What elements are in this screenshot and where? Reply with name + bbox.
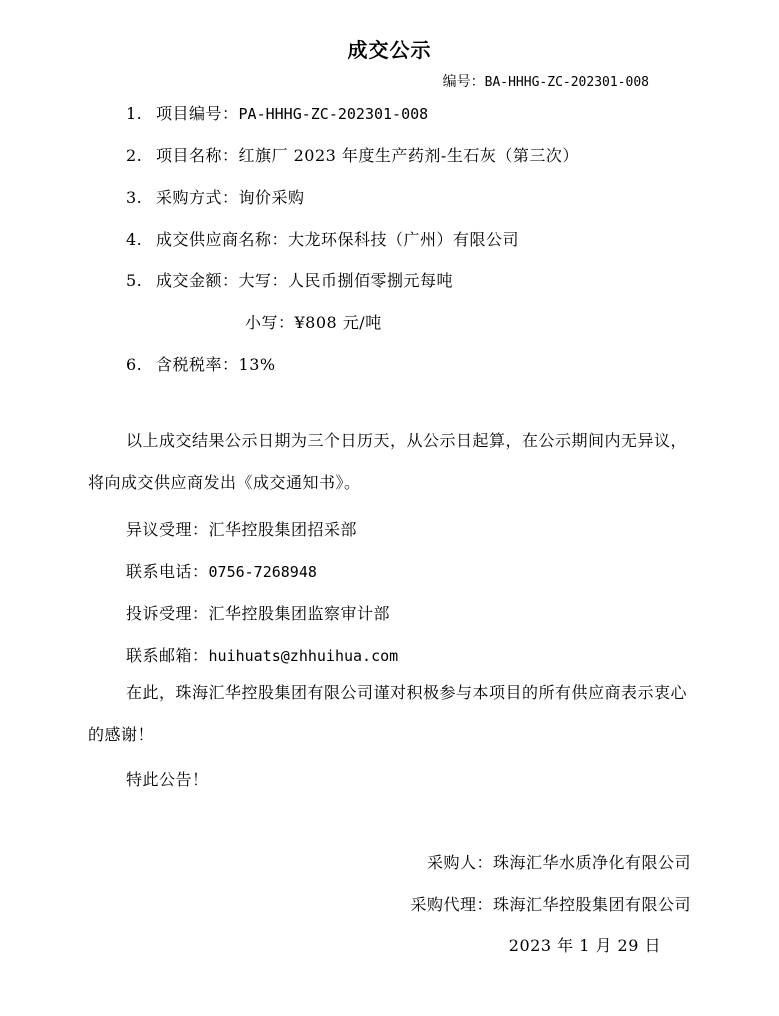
complaint-contact: 投诉受理：汇华控股集团监察审计部 (126, 604, 391, 623)
item-amount: 5. 成交金额：大写：人民币捌佰零捌元每吨 (126, 271, 454, 290)
email-contact: 联系邮箱：huihuats@zhhuihua.com (126, 646, 399, 665)
item-procurement-method: 3. 采购方式：询价采购 (126, 188, 305, 207)
item-amount-figures: 小写：¥808 元/吨 (245, 313, 382, 332)
item-project-name: 2. 项目名称：红旗厂 2023 年度生产药剂-生石灰（第三次） (126, 146, 579, 165)
phone-contact: 联系电话：0756-7268948 (126, 562, 317, 581)
objection-contact: 异议受理：汇华控股集团招采部 (126, 520, 358, 539)
document-number (443, 71, 649, 91)
page-title: 成交公示 (347, 38, 432, 62)
notice-paragraph: 以上成交结果公示日期为三个日历天，从公示日起算，在公示期间内无异议，将向成交供应商发出《成交通知书》。 (88, 431, 688, 492)
purchaser: 采购人：珠海汇华水质净化有限公司 (426, 853, 691, 872)
item-supplier-name: 4. 成交供应商名称：大龙环保科技（广州）有限公司 (126, 230, 520, 249)
thanks-paragraph: 在此，珠海汇华控股集团有限公司谨对积极参与本项目的所有供应商表示衷心的感谢！ (88, 683, 688, 744)
procurement-agent: 采购代理：珠海汇华控股集团有限公司 (410, 895, 691, 914)
document-number-value: BA-HHHG-ZC-202301-008 (484, 75, 649, 90)
document-date: 2023 年 1 月 29 日 (508, 936, 661, 955)
item-project-number: 1. 项目编号：PA-HHHG-ZC-202301-008 (126, 104, 429, 123)
document-number-label: 编号： (442, 74, 485, 90)
closing-statement: 特此公告！ (126, 770, 209, 789)
item-tax-rate: 6. 含税税率：13% (126, 355, 276, 374)
